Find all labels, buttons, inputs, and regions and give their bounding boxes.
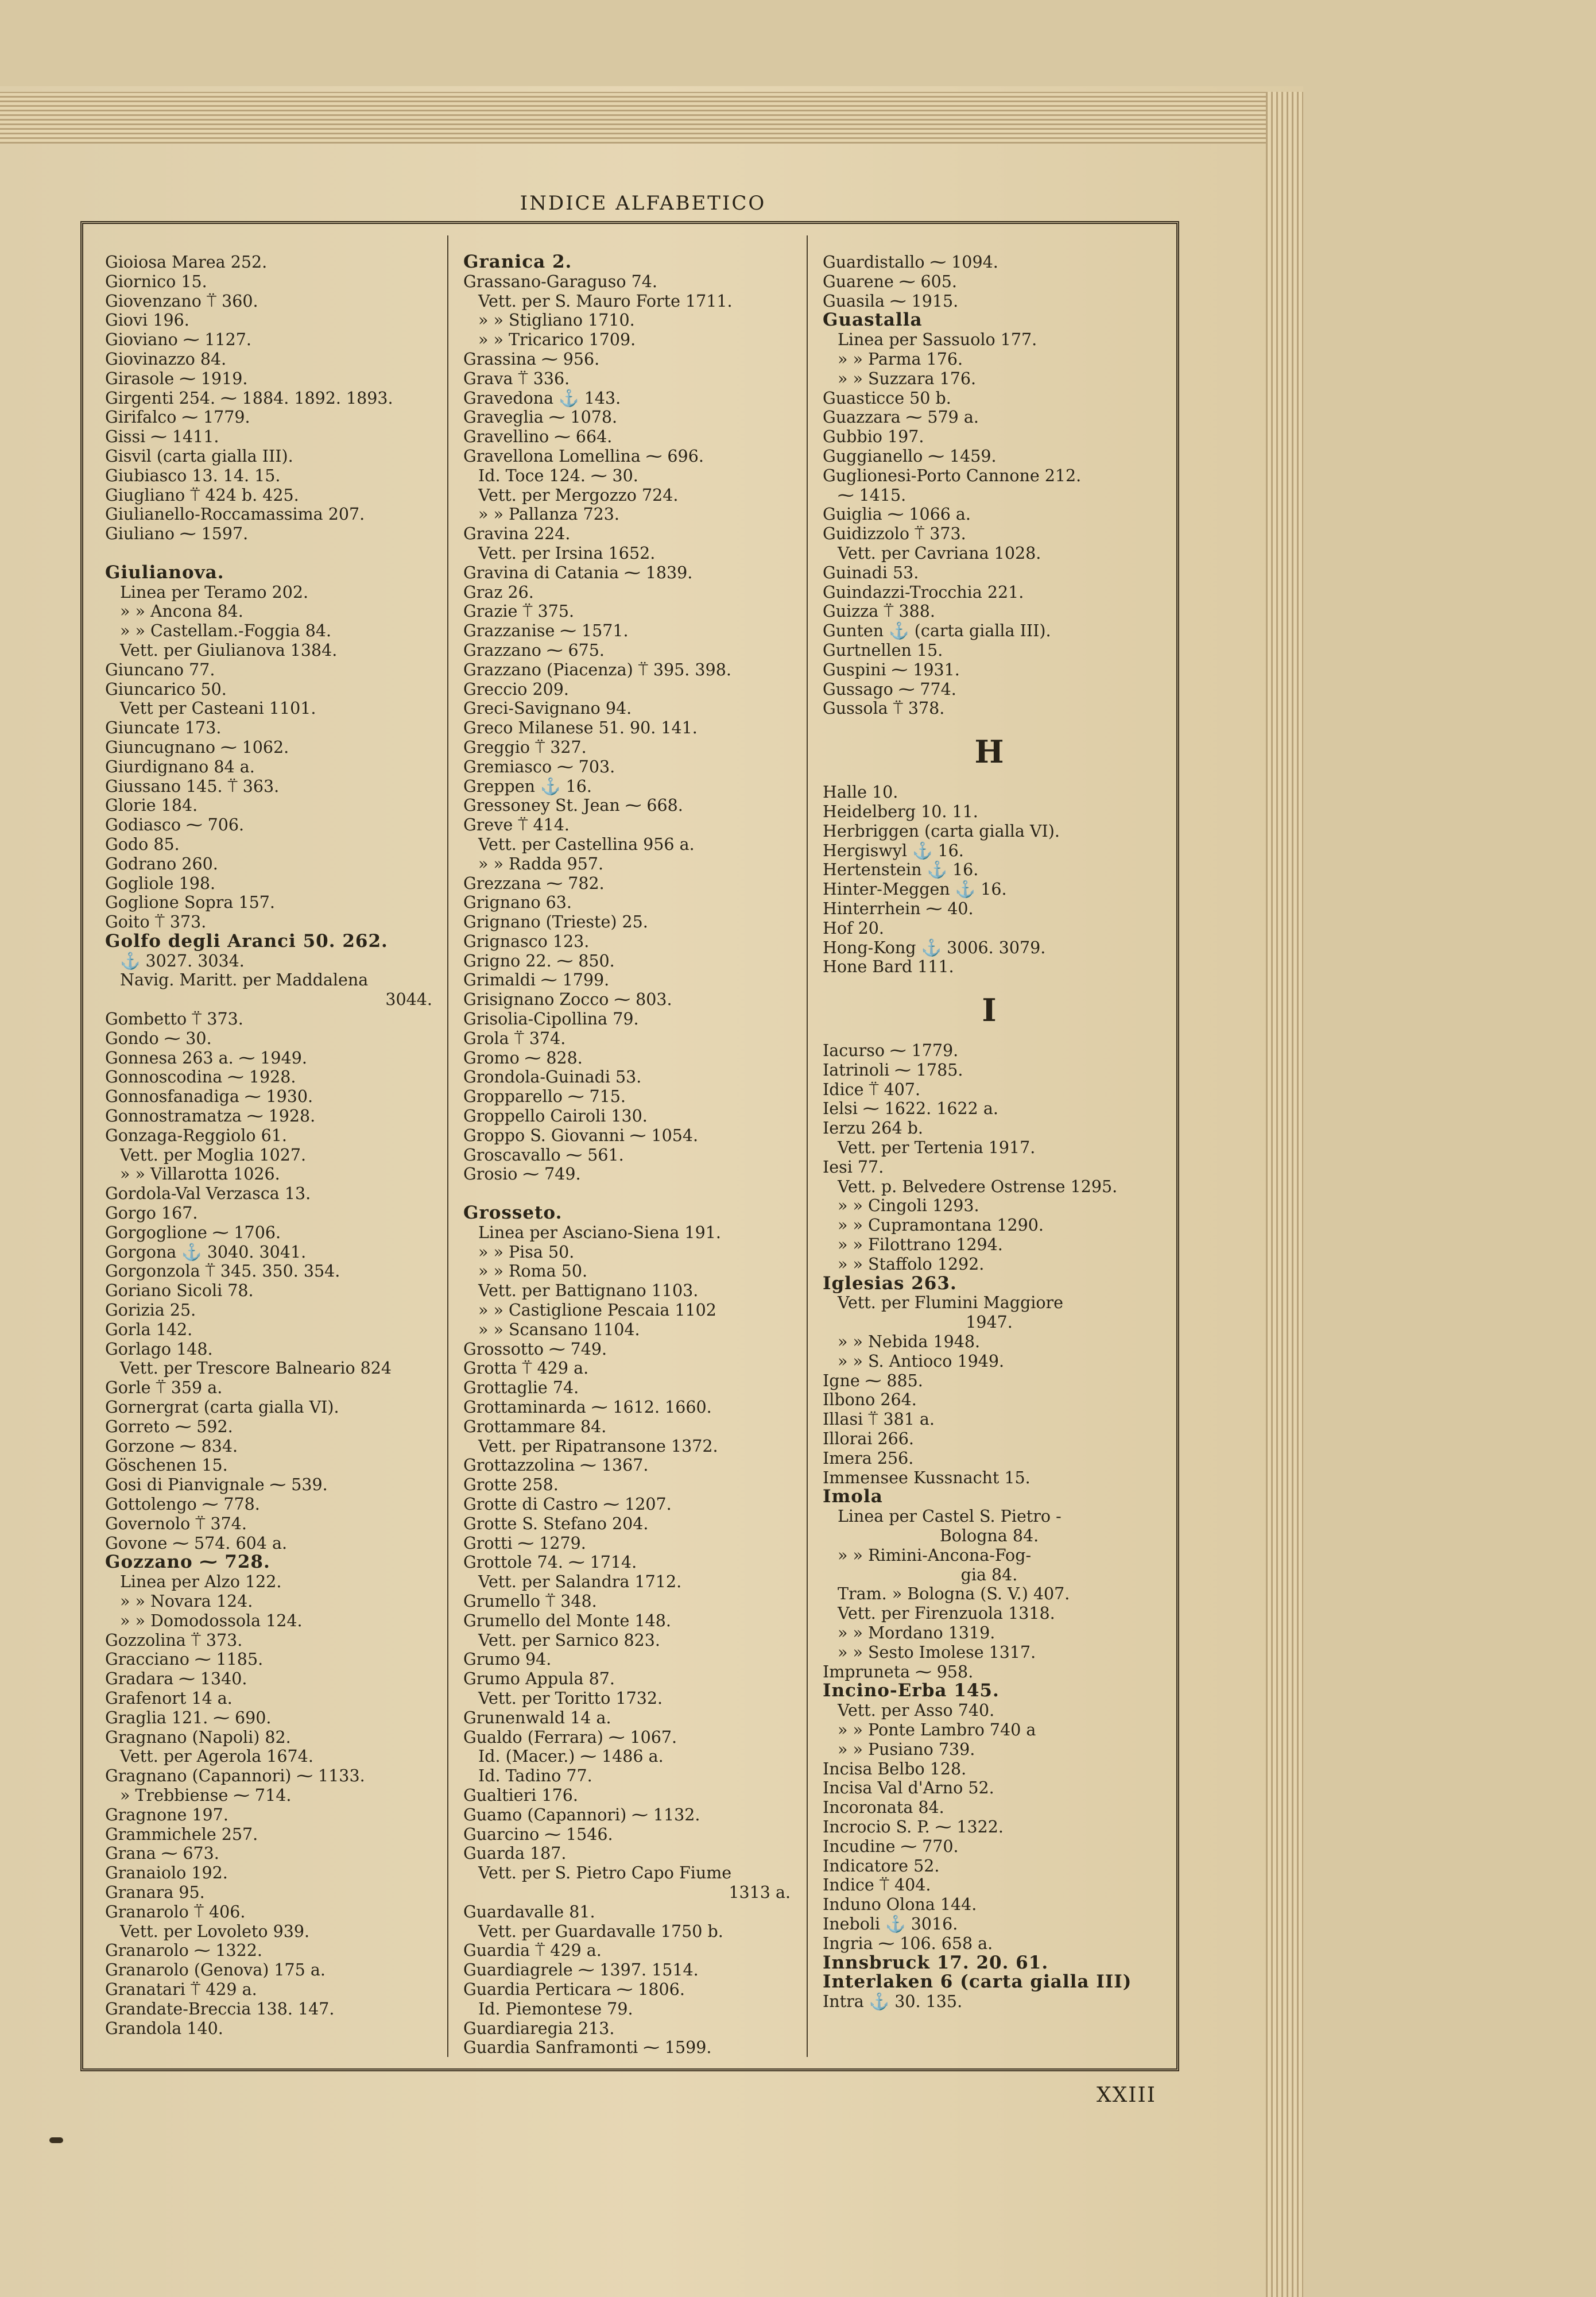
index-entry: Grotte S. Stefano 204. xyxy=(463,1514,649,1533)
index-entry: Guardia ⍡ 429 a. xyxy=(463,1941,602,1960)
index-entry: Tram. » Bologna (S. V.) 407. xyxy=(838,1584,1070,1604)
index-column-2 xyxy=(463,253,796,2058)
index-entry: Vett per Casteani 1101. xyxy=(120,699,316,718)
index-entry: Navig. Maritt. per Maddalena xyxy=(120,970,369,990)
index-entry: Grotte di Castro ⁓ 1207. xyxy=(463,1495,672,1514)
index-entry: Giovinazzo 84. xyxy=(105,349,227,369)
index-entry: Gubbio 197. xyxy=(823,427,924,447)
index-entry: Vett. per Trescore Balneario 824 xyxy=(120,1359,392,1378)
column-divider xyxy=(807,235,808,2057)
index-entry: Vett. per Battignano 1103. xyxy=(478,1281,699,1301)
index-entry: Grotte 258. xyxy=(463,1475,559,1495)
index-entry: Hong-Kong ⚓ 3006. 3079. xyxy=(823,938,1046,957)
letter-heading: H xyxy=(974,733,1004,771)
index-entry xyxy=(463,1184,796,1204)
index-entry: Grignano (Trieste) 25. xyxy=(463,912,648,932)
index-entry: Grottaminarda ⁓ 1612. 1660. xyxy=(463,1398,712,1417)
index-entry: » » Domodossola 124. xyxy=(120,1611,303,1630)
index-entry: » » Staffolo 1292. xyxy=(838,1254,985,1274)
page-header: INDICE ALFABETICO xyxy=(520,192,766,215)
index-entry: Giurdignano 84 a. xyxy=(105,757,255,776)
index-entry: Indicatore 52. xyxy=(823,1856,940,1876)
index-entry: Guardavalle 81. xyxy=(463,1902,595,1921)
index-entry: gia 84. xyxy=(960,1565,1018,1584)
index-entry: Gorgona ⚓ 3040. 3041. xyxy=(105,1242,307,1262)
index-entry: Giulianello-Roccamassima 207. xyxy=(105,505,365,524)
index-entry: Greggio ⍡ 327. xyxy=(463,737,587,757)
index-entry: Giuncano 77. xyxy=(105,660,215,679)
page-stack-top xyxy=(0,92,1303,144)
index-entry: Iacurso ⁓ 1779. xyxy=(823,1041,959,1061)
index-entry: » » Ancona 84. xyxy=(120,602,243,621)
index-entry: Vett. per Toritto 1732. xyxy=(478,1688,663,1708)
index-entry: Grotti ⁓ 1279. xyxy=(463,1533,586,1553)
index-entry: Grazzano (Piacenza) ⍡ 395. 398. xyxy=(463,660,731,679)
index-entry: Gonnesa 263 a. ⁓ 1949. xyxy=(105,1048,307,1068)
index-entry: Grazie ⍡ 375. xyxy=(463,602,575,621)
index-entry: Grimaldi ⁓ 1799. xyxy=(463,970,610,990)
index-entry: Guidizzolo ⍡ 373. xyxy=(823,524,966,544)
index-entry: Guindazzi-Trocchia 221. xyxy=(823,582,1024,602)
index-entry: Gorle ⍡ 359 a. xyxy=(105,1378,223,1398)
index-entry: Grola ⍡ 374. xyxy=(463,1028,566,1048)
index-entry: Granarolo (Genova) 175 a. xyxy=(105,1960,326,1980)
index-entry: Grandate-Breccia 138. 147. xyxy=(105,1999,335,2018)
index-entry: Govone ⁓ 574. 604 a. xyxy=(105,1533,288,1553)
index-entry: Giuncarico 50. xyxy=(105,679,227,699)
index-heading: Golfo degli Aranci 50. 262. xyxy=(105,930,388,952)
index-entry: Grana ⁓ 673. xyxy=(105,1844,219,1863)
index-entry: Gozzolina ⍡ 373. xyxy=(105,1630,243,1650)
index-entry: Ineboli ⚓ 3016. xyxy=(823,1914,958,1933)
index-entry: Impruneta ⁓ 958. xyxy=(823,1662,974,1681)
index-entry: Incudine ⁓ 770. xyxy=(823,1836,959,1856)
index-entry: Ielsi ⁓ 1622. 1622 a. xyxy=(823,1099,998,1119)
index-entry: Vett. per Castellina 956 a. xyxy=(478,834,695,854)
index-entry: Gissi ⁓ 1411. xyxy=(105,427,219,447)
index-entry: Halle 10. xyxy=(823,783,898,802)
index-entry: » » Pallanza 723. xyxy=(478,505,619,524)
index-entry: » » Villarotta 1026. xyxy=(120,1165,280,1184)
index-entry: Gorzone ⁓ 834. xyxy=(105,1436,238,1456)
index-entry: Guglionesi-Porto Cannone 212. xyxy=(823,466,1082,485)
index-column-3 xyxy=(823,253,1156,2012)
index-heading: Iglesias 263. xyxy=(823,1273,957,1294)
index-entry: Gorizia 25. xyxy=(105,1301,196,1320)
index-entry: » » Novara 124. xyxy=(120,1591,253,1611)
index-entry: » » Scansano 1104. xyxy=(478,1320,640,1339)
index-heading: Interlaken 6 (carta gialla III) xyxy=(823,1971,1132,1993)
index-entry: Gorgonzola ⍡ 345. 350. 354. xyxy=(105,1262,340,1281)
index-entry: Vett. per Flumini Maggiore xyxy=(838,1293,1063,1313)
index-entry: Gradara ⁓ 1340. xyxy=(105,1669,247,1689)
page-number: XXIII xyxy=(1097,2083,1156,2107)
index-entry: Vett. per Tertenia 1917. xyxy=(838,1138,1036,1158)
index-entry: Gonzaga-Reggiolo 61. xyxy=(105,1126,287,1145)
index-entry: Grisignano Zocco ⁓ 803. xyxy=(463,990,672,1010)
index-entry: » » Nebida 1948. xyxy=(838,1332,981,1352)
index-entry: Gragnano (Napoli) 82. xyxy=(105,1727,291,1747)
index-heading: Gozzano ⁓ 728. xyxy=(105,1552,270,1573)
index-entry: Godo 85. xyxy=(105,834,180,854)
ink-spot xyxy=(49,2137,63,2143)
index-entry: Gorreto ⁓ 592. xyxy=(105,1417,233,1436)
index-entry: Greco Milanese 51. 90. 141. xyxy=(463,718,698,738)
index-entry: Vett. per S. Mauro Forte 1711. xyxy=(478,291,733,311)
index-entry xyxy=(105,544,438,563)
index-frame xyxy=(80,221,1179,2071)
index-entry: Guarene ⁓ 605. xyxy=(823,272,957,291)
index-entry: Linea per Sassuolo 177. xyxy=(838,330,1037,350)
index-entry: Gioviano ⁓ 1127. xyxy=(105,330,251,350)
index-entry: Id. Toce 124. ⁓ 30. xyxy=(478,466,638,485)
index-entry: Idice ⍡ 407. xyxy=(823,1080,921,1099)
index-entry: Guarcino ⁓ 1546. xyxy=(463,1824,613,1844)
index-entry: Imera 256. xyxy=(823,1448,914,1468)
index-entry: Grottazzolina ⁓ 1367. xyxy=(463,1456,649,1475)
index-entry: Gragnano (Capannori) ⁓ 1133. xyxy=(105,1766,365,1786)
index-entry: » » Cupramontana 1290. xyxy=(838,1216,1044,1235)
index-entry: Heidelberg 10. 11. xyxy=(823,802,978,821)
index-entry: Gonnoscodina ⁓ 1928. xyxy=(105,1068,296,1087)
index-entry: » » Sesto Imolese 1317. xyxy=(838,1642,1036,1662)
index-entry: Grumo Appula 87. xyxy=(463,1669,615,1689)
index-entry: Gropparello ⁓ 715. xyxy=(463,1087,626,1107)
index-entry: Guazzara ⁓ 579 a. xyxy=(823,408,979,427)
index-entry: Guspini ⁓ 1931. xyxy=(823,660,960,679)
index-entry: Incrocio S. P. ⁓ 1322. xyxy=(823,1817,1004,1836)
index-entry: Gravedona ⚓ 143. xyxy=(463,388,621,408)
index-entry: Hone Bard 111. xyxy=(823,957,954,977)
index-entry: Granara 95. xyxy=(105,1882,205,1902)
index-entry: » » Pusiano 739. xyxy=(838,1739,975,1759)
index-entry: » » Filottrano 1294. xyxy=(838,1235,1003,1255)
index-entry: Grotta ⍡ 429 a. xyxy=(463,1359,589,1378)
index-entry: Incoronata 84. xyxy=(823,1798,944,1818)
index-entry: Giuliano ⁓ 1597. xyxy=(105,524,249,544)
index-entry: Gordola-Val Verzasca 13. xyxy=(105,1184,311,1204)
index-entry: Goriano Sicoli 78. xyxy=(105,1281,254,1301)
index-entry: Vett. per Moglia 1027. xyxy=(120,1145,307,1165)
index-entry: Grazzanise ⁓ 1571. xyxy=(463,621,629,641)
index-entry: » » Parma 176. xyxy=(838,349,963,369)
index-entry: Guamo (Capannori) ⁓ 1132. xyxy=(463,1805,700,1824)
index-entry: Giornico 15. xyxy=(105,272,207,291)
index-entry: Gorgo 167. xyxy=(105,1204,198,1223)
index-entry: Governolo ⍡ 374. xyxy=(105,1514,247,1533)
index-entry: 1947. xyxy=(966,1313,1013,1332)
index-entry: Gressoney St. Jean ⁓ 668. xyxy=(463,796,683,815)
index-entry: Vett. per Giulianova 1384. xyxy=(120,640,338,660)
index-entry: Gragnone 197. xyxy=(105,1805,228,1824)
index-entry: Hof 20. xyxy=(823,918,884,938)
index-entry: Guardia Perticara ⁓ 1806. xyxy=(463,1979,685,1999)
index-entry: Giuncugnano ⁓ 1062. xyxy=(105,737,289,757)
index-entry: Grottole 74. ⁓ 1714. xyxy=(463,1553,637,1572)
index-entry: Gracciano ⁓ 1185. xyxy=(105,1650,264,1669)
index-entry: Linea per Alzo 122. xyxy=(120,1572,282,1592)
index-entry: Grafenort 14 a. xyxy=(105,1688,233,1708)
index-entry: Id. Piemontese 79. xyxy=(478,1999,633,2018)
index-entry: Grottammare 84. xyxy=(463,1417,607,1436)
index-entry: Grava ⍡ 336. xyxy=(463,369,570,388)
index-entry: 1313 a. xyxy=(729,1882,791,1902)
index-entry: Vett. per Irsina 1652. xyxy=(478,543,656,563)
index-entry: » » Ponte Lambro 740 a xyxy=(838,1720,1036,1739)
index-entry: Godiasco ⁓ 706. xyxy=(105,815,245,835)
index-entry: Vett. per Ripatransone 1372. xyxy=(478,1436,718,1456)
index-entry: Groppo S. Giovanni ⁓ 1054. xyxy=(463,1126,699,1145)
index-entry: Vett. per Salandra 1712. xyxy=(478,1572,682,1592)
index-entry: Guizza ⍡ 388. xyxy=(823,602,935,621)
index-entry: Grottaglie 74. xyxy=(463,1378,579,1398)
index-entry: Ierzu 264 b. xyxy=(823,1119,923,1138)
index-entry: Göschenen 15. xyxy=(105,1456,228,1475)
index-entry: Vett. per Lovoleto 939. xyxy=(120,1921,310,1941)
index-entry: » » Castiglione Pescaia 1102 xyxy=(478,1301,716,1320)
index-entry: Greve ⍡ 414. xyxy=(463,815,570,835)
index-entry: Grassano-Garaguso 74. xyxy=(463,272,657,291)
index-entry: Greppen ⚓ 16. xyxy=(463,776,592,796)
index-entry: Granarolo ⁓ 1322. xyxy=(105,1941,262,1960)
index-entry: Incisa Val d'Arno 52. xyxy=(823,1778,994,1798)
index-entry: Guasticce 50 b. xyxy=(823,388,951,408)
index-entry: Greccio 209. xyxy=(463,679,569,699)
index-entry: ⚓ 3027. 3034. xyxy=(120,951,245,970)
index-entry: Goito ⍡ 373. xyxy=(105,912,207,932)
index-entry: » » S. Antioco 1949. xyxy=(838,1351,1005,1371)
index-entry: Hertenstein ⚓ 16. xyxy=(823,860,979,880)
index-entry: Girasole ⁓ 1919. xyxy=(105,369,248,388)
index-entry: Bologna 84. xyxy=(939,1526,1039,1546)
index-entry: Iatrinoli ⁓ 1785. xyxy=(823,1060,963,1080)
index-entry: » » Radda 957. xyxy=(478,854,604,873)
index-entry: Grammichele 257. xyxy=(105,1824,258,1844)
index-entry: Grosio ⁓ 749. xyxy=(463,1165,581,1184)
index-entry: Grandola 140. xyxy=(105,2018,223,2038)
index-entry: Guardiaregia 213. xyxy=(463,2018,615,2038)
index-entry: Indice ⍡ 404. xyxy=(823,1876,931,1895)
index-entry: Gisvil (carta gialla III). xyxy=(105,446,293,466)
index-entry: Giugliano ⍡ 424 b. 425. xyxy=(105,485,299,505)
index-entry: Groppello Cairoli 130. xyxy=(463,1107,648,1126)
index-entry: Igne ⁓ 885. xyxy=(823,1371,923,1390)
index-entry: Grignano 63. xyxy=(463,893,572,912)
index-entry: 3044. xyxy=(385,990,432,1010)
index-entry: Grossotto ⁓ 749. xyxy=(463,1339,607,1359)
index-entry: Intra ⚓ 30. 135. xyxy=(823,1992,963,2012)
index-entry: Guarda 187. xyxy=(463,1844,567,1863)
index-entry: » » Mordano 1319. xyxy=(838,1623,995,1642)
index-entry: Gualdo (Ferrara) ⁓ 1067. xyxy=(463,1727,677,1747)
index-heading: Imola xyxy=(823,1486,883,1507)
index-entry: Gottolengo ⁓ 778. xyxy=(105,1495,260,1514)
index-entry: Grunenwald 14 a. xyxy=(463,1708,611,1727)
index-entry: Gornergrat (carta gialla VI). xyxy=(105,1398,339,1417)
index-entry: Vett. per Mergozzo 724. xyxy=(478,485,679,505)
index-entry: Giovi 196. xyxy=(105,311,189,330)
index-entry: Illorai 266. xyxy=(823,1429,914,1449)
index-entry: Greci-Savignano 94. xyxy=(463,699,632,718)
index-entry: Gurtnellen 15. xyxy=(823,640,943,660)
index-entry: Ilbono 264. xyxy=(823,1390,917,1410)
index-entry: Gravellona Lomellina ⁓ 696. xyxy=(463,446,704,466)
index-entry: Vett. per Firenzuola 1318. xyxy=(838,1604,1055,1623)
index-entry: Glorie 184. xyxy=(105,796,198,815)
index-entry: » » Cingoli 1293. xyxy=(838,1196,979,1216)
index-entry: Guasila ⁓ 1915. xyxy=(823,291,959,311)
index-entry: Graglia 121. ⁓ 690. xyxy=(105,1708,272,1727)
index-heading: Guastalla xyxy=(823,310,923,331)
index-heading: Granica 2. xyxy=(463,252,572,272)
index-entry: Guardiagrele ⁓ 1397. 1514. xyxy=(463,1960,699,1980)
index-entry: » » Pisa 50. xyxy=(478,1242,575,1262)
letter-heading: I xyxy=(982,992,997,1029)
index-entry: Grezzana ⁓ 782. xyxy=(463,873,605,893)
index-entry: Gonnostramatza ⁓ 1928. xyxy=(105,1107,316,1126)
index-entry: Gravina 224. xyxy=(463,524,571,544)
index-entry: Linea per Teramo 202. xyxy=(120,582,309,602)
index-entry: Gromo ⁓ 828. xyxy=(463,1048,583,1068)
index-heading: Incino-Erba 145. xyxy=(823,1680,1000,1702)
index-entry: » » Roma 50. xyxy=(478,1262,588,1281)
index-entry: Herbriggen (carta gialla VI). xyxy=(823,821,1060,841)
index-entry: Vett. per Guardavalle 1750 b. xyxy=(478,1921,723,1941)
index-entry: Giussano 145. ⍡ 363. xyxy=(105,776,280,796)
index-entry: Giovenzano ⍡ 360. xyxy=(105,291,258,311)
index-entry: Groscavallo ⁓ 561. xyxy=(463,1145,624,1165)
index-entry: Giuncate 173. xyxy=(105,718,222,738)
index-entry: Gussago ⁓ 774. xyxy=(823,679,956,699)
column-divider xyxy=(447,235,448,2057)
index-entry: Vett. per Asso 740. xyxy=(838,1701,995,1720)
index-heading: Innsbruck 17. 20. 61. xyxy=(823,1952,1049,1973)
index-entry: Guardia Sanframonti ⁓ 1599. xyxy=(463,2038,712,2058)
index-entry: Girgenti 254. ⁓ 1884. 1892. 1893. xyxy=(105,388,393,408)
index-entry: Vett. p. Belvedere Ostrense 1295. xyxy=(838,1177,1118,1196)
index-entry: Goglione Sopra 157. xyxy=(105,893,275,912)
index-entry: Gremiasco ⁓ 703. xyxy=(463,757,615,776)
index-entry: Id. (Macer.) ⁓ 1486 a. xyxy=(478,1747,664,1766)
index-entry: » » Castellam.-Foggia 84. xyxy=(120,621,332,641)
index-entry: Grumello ⍡ 348. xyxy=(463,1591,597,1611)
index-entry: Guardistallo ⁓ 1094. xyxy=(823,253,998,272)
index-entry: » » Stigliano 1710. xyxy=(478,311,635,330)
index-entry: Iesi 77. xyxy=(823,1157,884,1177)
index-entry: Granaiolo 192. xyxy=(105,1863,228,1883)
index-entry: Gonnosfanadiga ⁓ 1930. xyxy=(105,1087,313,1107)
index-entry: Grigno 22. ⁓ 850. xyxy=(463,951,615,970)
index-entry: Vett. per S. Pietro Capo Fiume xyxy=(478,1863,732,1883)
index-entry: Hergiswyl ⚓ 16. xyxy=(823,841,964,860)
index-entry: Gosi di Pianvignale ⁓ 539. xyxy=(105,1475,328,1495)
index-entry: Ingria ⁓ 106. 658 a. xyxy=(823,1933,993,1953)
index-entry: Gorla 142. xyxy=(105,1320,193,1339)
index-heading: Giulianova. xyxy=(105,562,224,583)
index-entry: Graz 26. xyxy=(463,582,534,602)
index-entry: Gioiosa Marea 252. xyxy=(105,253,268,272)
index-heading: Grosseto. xyxy=(463,1202,563,1224)
index-entry: Grazzano ⁓ 675. xyxy=(463,640,605,660)
index-entry: Grignasco 123. xyxy=(463,931,590,951)
index-entry: Id. Tadino 77. xyxy=(478,1766,592,1786)
index-entry: Linea per Castel S. Pietro - xyxy=(838,1507,1062,1526)
index-entry: Illasi ⍡ 381 a. xyxy=(823,1410,935,1429)
index-entry: Granatari ⍡ 429 a. xyxy=(105,1979,257,1999)
index-entry: Guinadi 53. xyxy=(823,563,919,582)
index-entry: Girifalco ⁓ 1779. xyxy=(105,408,250,427)
index-entry: Godrano 260. xyxy=(105,854,218,873)
index-entry: Grisolia-Cipollina 79. xyxy=(463,1010,639,1029)
index-entry: Incisa Belbo 128. xyxy=(823,1759,967,1778)
index-entry: Gondo ⁓ 30. xyxy=(105,1028,212,1048)
index-entry: Gualtieri 176. xyxy=(463,1785,578,1805)
index-entry: Gogliole 198. xyxy=(105,873,216,893)
index-entry: » Trebbiense ⁓ 714. xyxy=(120,1785,292,1805)
index-entry: Grumello del Monte 148. xyxy=(463,1611,671,1630)
index-entry: Gorlago 148. xyxy=(105,1339,213,1359)
index-entry: Grondola-Guinadi 53. xyxy=(463,1068,642,1087)
index-column-1 xyxy=(105,253,438,2038)
index-entry: Gorgoglione ⁓ 1706. xyxy=(105,1223,281,1242)
index-entry: Grumo 94. xyxy=(463,1650,552,1669)
index-entry: » » Tricarico 1709. xyxy=(478,330,636,350)
index-entry: ⁓ 1415. xyxy=(838,485,907,505)
index-entry: Vett. per Agerola 1674. xyxy=(120,1747,313,1766)
index-entry: Gravina di Catania ⁓ 1839. xyxy=(463,563,693,582)
index-entry: Graveglia ⁓ 1078. xyxy=(463,408,618,427)
index-entry: Giubiasco 13. 14. 15. xyxy=(105,466,281,485)
index-entry: Hinterrhein ⁓ 40. xyxy=(823,899,974,918)
index-entry: Induno Olona 144. xyxy=(823,1895,977,1915)
index-entry: » » Suzzara 176. xyxy=(838,369,977,388)
index-entry: Grassina ⁓ 956. xyxy=(463,349,600,369)
index-entry: Gunten ⚓ (carta gialla III). xyxy=(823,621,1051,641)
index-entry: Immensee Kussnacht 15. xyxy=(823,1468,1031,1487)
index-entry: Vett. per Sarnico 823. xyxy=(478,1630,660,1650)
index-entry: » » Rimini-Ancona-Fog- xyxy=(838,1545,1032,1565)
page-stack-right xyxy=(1266,92,1303,2297)
index-entry: Vett. per Cavriana 1028. xyxy=(838,543,1041,563)
index-entry: Granarolo ⍡ 406. xyxy=(105,1902,246,1921)
index-entry: Linea per Asciano-Siena 191. xyxy=(478,1223,721,1242)
index-entry: Guiglia ⁓ 1066 a. xyxy=(823,505,971,524)
index-entry: Gombetto ⍡ 373. xyxy=(105,1010,243,1029)
index-entry: Gravellino ⁓ 664. xyxy=(463,427,613,447)
index-entry: Guggianello ⁓ 1459. xyxy=(823,446,997,466)
index-entry: Gussola ⍡ 378. xyxy=(823,699,945,718)
index-entry: Hinter-Meggen ⚓ 16. xyxy=(823,880,1007,899)
